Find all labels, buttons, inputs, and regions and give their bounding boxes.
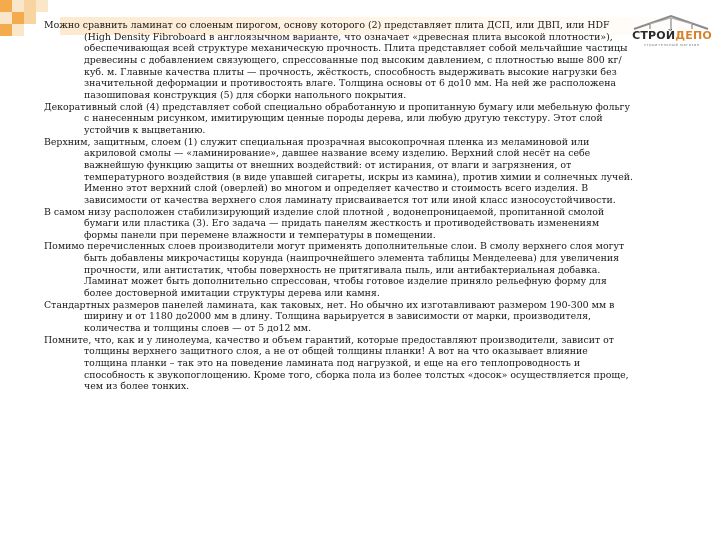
paragraph-structure: Можно сравнить ламинат со слоеным пирогом, основу которого (2) представляет плита ДСП, или ДВП, или HDF (High Density Fibroboard в англоязычном варианте, что означает «древесная плита высокой плотности»), обеспечивающая всей структуре механическую прочность. Плита представляет собой мельчайшие частицы древесины с добавлением связующего, спрессованные под высоким давлением, с плотностью выше 800 кг/ куб. м. Главные качества плиты — прочность, жёсткость, способность выдерживать высокие нагрузки без значительной деформации и противостоять влаге. Толщина основы от 6 до10 мм. На ней же расположена пазошиповая конструкция (5) для сборки напольного покрытия. [44, 20, 628, 101]
logo-tagline: строительный магазин [644, 43, 700, 47]
pattern-square [24, 0, 36, 12]
roof-icon [628, 14, 714, 30]
pattern-square [24, 12, 36, 24]
paragraph-additional-layers: Помимо перечисленных слоев производители могут применять дополнительные слои. В смолу верхнего слоя могут быть добавлены микрочастицы корунда (наипрочнейшего элемента таблицы Менделеева) для увеличения прочности, или антистатик, чтобы поверхность не притягивала пыль, или антибактериальная добавка. Ламинат может быть дополнительно спрессован, чтобы готовое изделие приняло рельефную форму для более достоверной имитации структуры дерева или камня. [44, 241, 625, 300]
paragraph-decorative-layer: Декоративный слой (4) представляет собой специально обработанную и пропитанную бумагу или мебельную фольгу с нанесенным рисунком, имитирующим ценные породы дерева, или любую другую текстуру. Этот слой устойчив к выцветанию. [44, 101, 630, 136]
paragraph-bottom-layer: В самом низу расположен стабилизирующий изделие слой плотной , водонепроницаемой, пропитанной смолой бумаги или пластика (3). Его задача — придать панелям жесткость и противодействовать изменениям формы панели при перемене влажности и температуры в помещении. [44, 206, 605, 241]
logo-wordmark [630, 29, 714, 42]
pattern-square [0, 0, 12, 12]
pattern-square [12, 12, 24, 24]
pattern-square [0, 24, 12, 36]
pattern-square [36, 0, 48, 12]
paragraph-sizes: Стандартных размеров панелей ламината, как таковых, нет. Но обычно их изготавливают размером 190-300 мм в ширину и от 1180 до2000 мм в длину. Толщина варьируется в зависимости от марки, производителя, количества и толщины слоев — от 5 до12 мм. [44, 299, 615, 335]
pattern-square [12, 0, 24, 12]
pattern-square [0, 12, 12, 24]
pattern-square [12, 24, 24, 36]
document-body [44, 20, 634, 393]
company-logo [628, 14, 714, 50]
paragraph-thickness-note: Помните, что, как и у линолеума, качество и объем гарантий, которые предоставляют производители, зависит от толщины верхнего защитного слоя, а не от общей толщины планки! А вот на что оказывает влияние толщина планки – так это на поведение ламината под нагрузкой, и еще на его теплопроводность и способность к звукопоглощению. Кроме того, сборка пола из более толстых «досок» осуществляется проще, чем из более тонких. [44, 334, 629, 393]
paragraph-top-layer: Верхним, защитным, слоем (1) служит специальная прозрачная высокопрочная пленка из меламиновой или акриловой смолы — «ламинирование», давшее название всему изделию. Верхний слой несёт на себе важнейшую функцию защиты от внешних воздействий: от истирания, от влаги и загрязнения, от температурного воздействия (в виде упавшей сигареты, искры из камина), против химии и солнечных лучей. Именно этот верхний слой (оверлей) во многом и определяет качество и стоимость всего изделия. В зависимости от качества верхнего слоя ламинату присваивается тот или иной класс износоустойчивости. [44, 136, 634, 206]
logo-text-main: СТРОЙ [632, 29, 676, 42]
logo-text-accent: ДЕПО [675, 29, 712, 42]
